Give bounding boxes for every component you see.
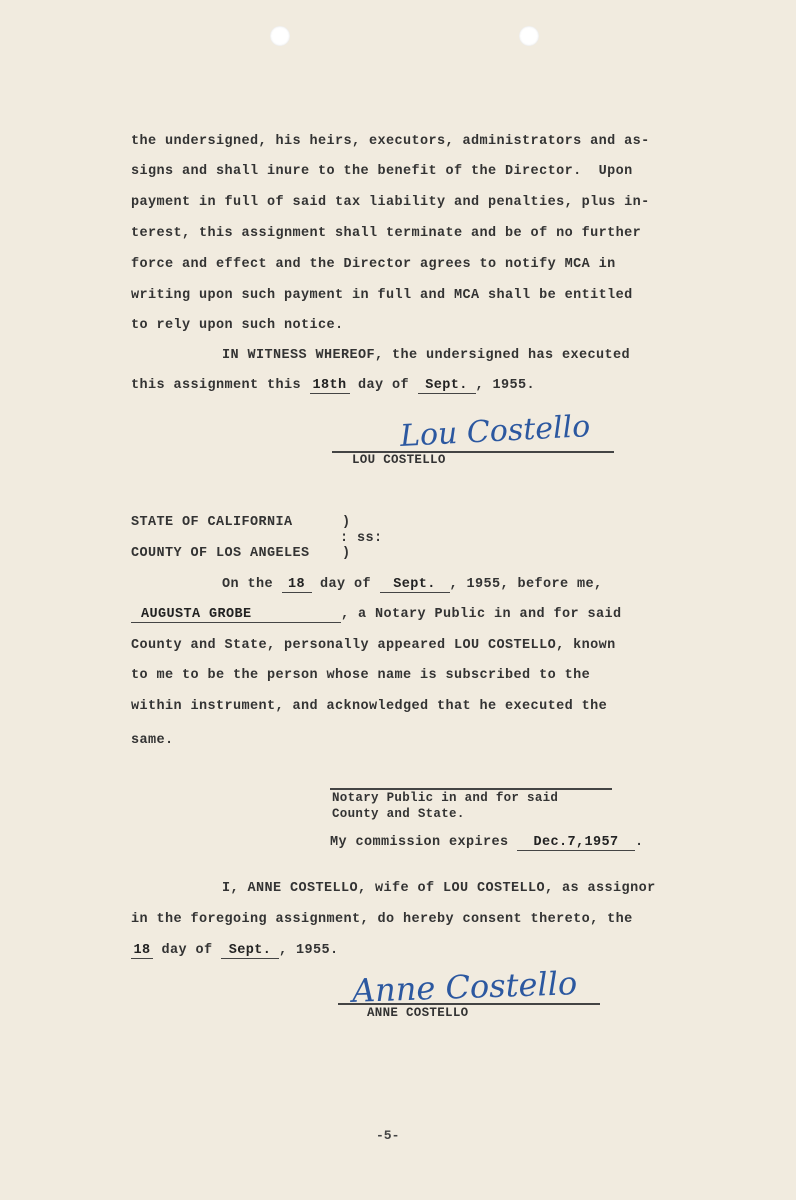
ack-month-field: Sept. bbox=[380, 577, 450, 593]
punch-hole-right bbox=[519, 26, 539, 46]
punch-hole-left bbox=[270, 26, 290, 46]
witness-month-field: Sept. bbox=[418, 378, 476, 394]
signatory-name-lou: LOU COSTELLO bbox=[352, 453, 446, 467]
ack-text: , 1955, before me, bbox=[449, 577, 603, 592]
body-line: signs and shall inure to the benefit of the Director. Upon bbox=[131, 164, 633, 179]
venue-paren: ) bbox=[342, 546, 351, 561]
body-line: to rely upon such notice. bbox=[131, 318, 344, 333]
consent-line: I, ANNE COSTELLO, wife of LOU COSTELLO, as assignor bbox=[222, 881, 656, 896]
witness-text: this assignment this bbox=[131, 378, 310, 393]
witness-date-line bbox=[131, 378, 535, 394]
signature-line bbox=[338, 1003, 600, 1005]
ack-text: , a Notary Public in and for said bbox=[341, 607, 622, 622]
notary-caption: Notary Public in and for said bbox=[332, 791, 559, 805]
consent-day-field: 18 bbox=[131, 943, 153, 959]
witness-line: IN WITNESS WHEREOF, the undersigned has executed bbox=[222, 348, 631, 363]
body-line: the undersigned, his heirs, executors, administrators and as- bbox=[131, 134, 650, 149]
body-line: terest, this assignment shall terminate and be of no further bbox=[131, 226, 642, 241]
body-line: payment in full of said tax liability and penalties, plus in- bbox=[131, 195, 650, 210]
acknowledgment-notary-line bbox=[131, 607, 622, 623]
witness-text: day of bbox=[349, 378, 418, 393]
witness-text: , 1955. bbox=[475, 378, 536, 393]
commission-date-field: Dec.7,1957 bbox=[517, 835, 635, 851]
body-line: force and effect and the Director agrees to notify MCA in bbox=[131, 257, 616, 272]
notary-caption: County and State. bbox=[332, 807, 465, 821]
venue-state: STATE OF CALIFORNIA bbox=[131, 515, 293, 530]
consent-text: day of bbox=[153, 943, 222, 958]
venue-paren: ) bbox=[342, 515, 351, 530]
ack-day-field: 18 bbox=[282, 577, 312, 593]
signatory-name-anne: ANNE COSTELLO bbox=[367, 1006, 469, 1020]
commission-line bbox=[330, 835, 644, 851]
notary-name-field: AUGUSTA GROBE bbox=[131, 607, 341, 623]
page-number: -5- bbox=[376, 1128, 400, 1143]
consent-month-field: Sept. bbox=[221, 943, 279, 959]
consent-line: in the foregoing assignment, do hereby consent thereto, the bbox=[131, 912, 633, 927]
notary-signature-line bbox=[330, 788, 612, 790]
acknowledgment-date-line bbox=[222, 577, 603, 593]
commission-text: My commission expires bbox=[330, 835, 518, 850]
anne-costello-signature: Anne Costello bbox=[351, 964, 578, 1010]
body-line: to me to be the person whose name is subscribed to the bbox=[131, 668, 591, 683]
ack-text: On the bbox=[222, 577, 282, 592]
venue-ss: : ss: bbox=[340, 531, 383, 546]
consent-date-line bbox=[131, 943, 339, 959]
venue-county: COUNTY OF LOS ANGELES bbox=[131, 546, 310, 561]
body-line: within instrument, and acknowledged that he executed the bbox=[131, 699, 608, 714]
body-line: County and State, personally appeared LOU COSTELLO, known bbox=[131, 638, 616, 653]
body-line: writing upon such payment in full and MCA shall be entitled bbox=[131, 288, 633, 303]
body-line: same. bbox=[131, 733, 174, 748]
commission-text: . bbox=[635, 835, 644, 850]
lou-costello-signature: Lou Costello bbox=[399, 409, 592, 454]
ack-text: day of bbox=[311, 577, 380, 592]
consent-text: , 1955. bbox=[279, 943, 339, 958]
witness-day-field: 18th bbox=[310, 378, 350, 394]
